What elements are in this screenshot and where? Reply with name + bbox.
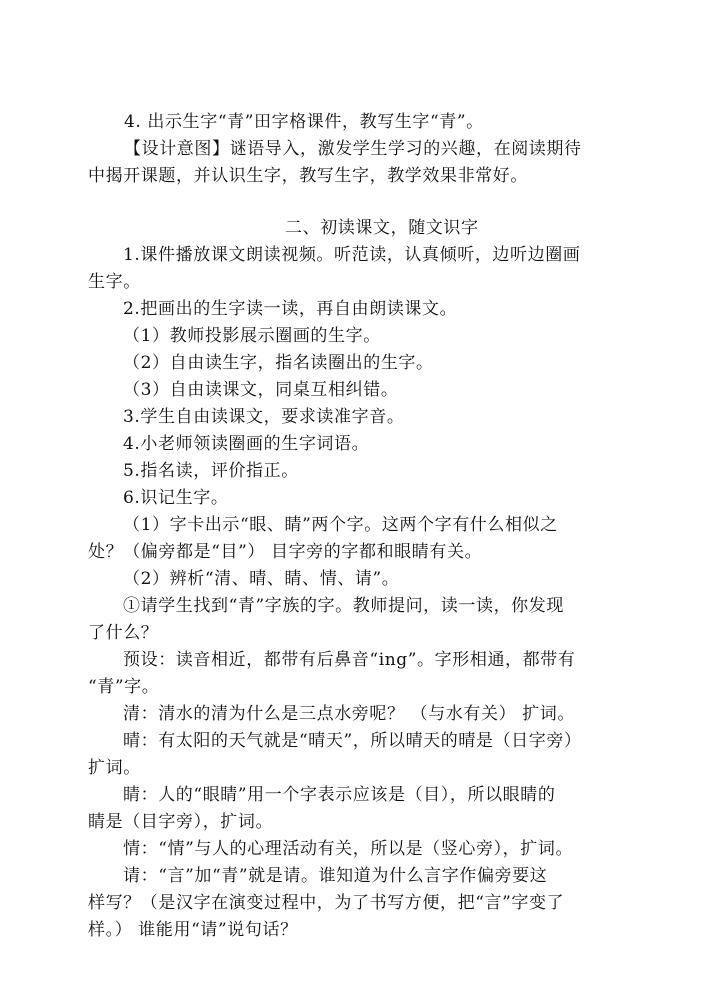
item-6-sub-1-line-1: （1）字卡出示“眼、睛”两个字。这两个字有什么相似之 <box>123 515 558 535</box>
item-2-sub-1: （1）教师投影展示圈画的生字。 <box>123 326 381 346</box>
design-intent-line-1: 【设计意图】谜语导入，激发学生学习的兴趣，在阅读期待 <box>124 139 582 159</box>
item-2-sub-3: （3）自由读课文，同桌互相纠错。 <box>123 380 399 400</box>
item-4: 4.小老师领读圈画的生字词语。 <box>123 434 370 454</box>
item-2-sub-2: （2）自由读生字，指名读圈出的生字。 <box>123 353 434 373</box>
qing-water-line: 清：清水的清为什么是三点水旁呢？ （与水有关） 扩词。 <box>123 704 576 724</box>
qing-please-line-2: 样写？（是汉字在演变过程中，为了书写方便，把“言”字变了 <box>88 893 565 913</box>
item-6-sub-2: （2）辨析“清、晴、睛、情、请”。 <box>123 569 400 589</box>
item-5: 5.指名读，评价指正。 <box>123 461 299 481</box>
activity-1-line-2: 了什么？ <box>88 623 159 643</box>
qing-please-line-3: 样。） 谁能用“请”说句话？ <box>88 920 298 940</box>
item-2: 2.把画出的生字读一读，再自由朗读课文。 <box>123 299 458 319</box>
section-heading: 二、初读课文，随文识字 <box>285 218 479 238</box>
item-6: 6.识记生字。 <box>123 488 229 508</box>
activity-1-line-1: ①请学生找到“青”字族的字。教师提问，读一读，你发现 <box>123 596 564 616</box>
item-6-sub-1-line-2: 处？（偏旁都是“目”） 目字旁的字都和眼睛有关。 <box>88 542 483 562</box>
jing-eye-line-2: 睛是（目字旁），扩词。 <box>88 812 274 832</box>
preset-line-1: 预设：读音相近，都带有后鼻音“ing”。字形相通，都带有 <box>123 650 576 670</box>
item-3: 3.学生自由读课文，要求读准字音。 <box>123 407 405 427</box>
preset-line-2: “青”字。 <box>88 677 160 697</box>
qing-sunny-line-2: 扩词。 <box>88 758 141 778</box>
qing-please-line-1: 请：“言”加“青”就是请。谁知道为什么言字作偏旁要这 <box>123 866 548 886</box>
item-1-line-1: 1.课件播放课文朗读视频。听范读，认真倾听，边听边圈画 <box>123 245 581 265</box>
qing-sunny-line-1: 晴：有太阳的天气就是“晴天”，所以晴天的晴是（日字旁） <box>123 731 582 751</box>
design-intent-line-2: 中揭开课题，并认识生字，教写生字，教学效果非常好。 <box>88 166 528 186</box>
qing-feeling-line: 情：“情”与人的心理活动有关，所以是（竖心旁），扩词。 <box>123 839 574 859</box>
step-4-show-character: 4. 出示生字“青”田字格课件，教写生字“青”。 <box>124 112 484 132</box>
item-1-line-2: 生字。 <box>88 272 141 292</box>
jing-eye-line-1: 睛：人的“眼睛”用一个字表示应该是（目），所以眼睛的 <box>123 785 556 805</box>
